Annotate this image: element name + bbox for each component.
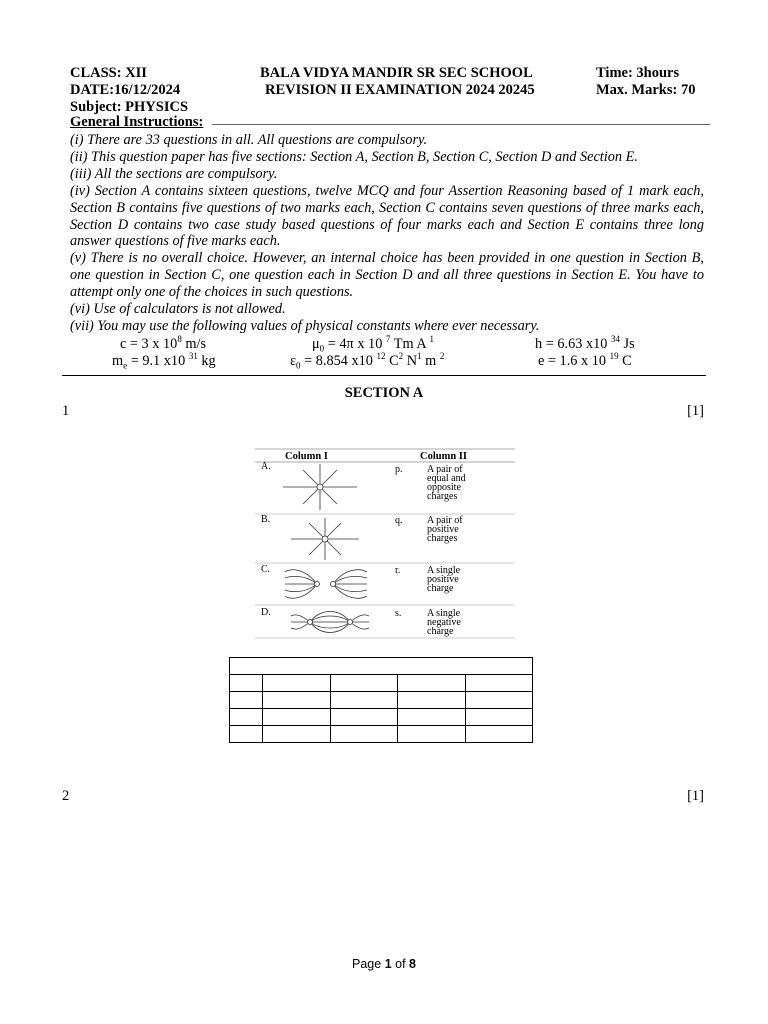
page-footer: Page 1 of 8 — [352, 957, 416, 971]
row-label: A. — [261, 461, 271, 472]
question-marks: [1] — [687, 403, 704, 419]
option-text-line: A pair of — [427, 464, 463, 475]
match-columns-figure — [255, 448, 515, 640]
row-label: B. — [261, 514, 271, 525]
constant-eps0: $\varepsilon_0 = 8.854$ x10 $^{12}$ $C^2$ $N^1$ m $^2$ — [290, 351, 445, 371]
field-lines-radial-out — [283, 464, 357, 510]
field-lines-dipole — [291, 612, 369, 633]
row-label: D. — [261, 607, 271, 618]
option-text-line: equal and — [427, 473, 466, 484]
option-label: s. — [395, 608, 402, 619]
match-row-b — [261, 514, 463, 560]
option-text-line: opposite — [427, 482, 461, 493]
subject-label: Subject: PHYSICS — [70, 99, 189, 115]
question-number: 1 — [62, 403, 70, 419]
instruction-item: (vi) Use of calculators is not allowed. — [70, 301, 286, 318]
constant-h: h = 6.63 x10 $^{34}$ Js — [535, 334, 635, 352]
question-number: 2 — [62, 788, 70, 804]
option-text-line: charges — [427, 491, 458, 502]
constant-e: e = 1.6 x 10 $^{19}$ C — [538, 351, 632, 369]
constant-c: c = 3 x $10^8$ m/s — [120, 334, 207, 352]
school-name: BALA VIDYA MANDIR SR SEC SCHOOL — [260, 65, 533, 81]
option-text-line: A single — [427, 608, 461, 619]
time-label: Time: 3hours — [596, 65, 680, 81]
option-text-line: charges — [427, 533, 458, 544]
instruction-item: (i) There are 33 questions in all. All questions are compulsory. — [70, 132, 428, 148]
field-lines-like-charges — [285, 570, 367, 598]
option-text-line: positive — [427, 574, 459, 585]
instruction-item: (v) There is no overall choice. However, an internal choice has been provided in one question in Section B, one question in Section C, one question each in Section D and all three questions in Section E. You have to attempt only one of the choices in such questions. — [70, 250, 704, 301]
match-row-c — [261, 564, 461, 598]
date-label: DATE:16/12/2024 — [70, 82, 181, 98]
constant-mu0: $\mu_0 = 4\pi$ x 10 $^7$ Tm A $^1$ — [312, 334, 434, 354]
instructions-rule — [212, 124, 710, 125]
class-label: CLASS: XII — [70, 65, 147, 81]
instruction-item: (iv) Section A contains sixteen questions, twelve MCQ and four Assertion Reasoning based of 1 mark each, Section B contains five questions of two marks each, Section C contains seven questions of three marks each, Section D contains two case study based questions of four marks each and Section E contains three long answer questions of five marks each. — [70, 182, 704, 250]
option-label: q. — [395, 515, 403, 526]
section-title: SECTION A — [344, 385, 424, 401]
instruction-item: (ii) This question paper has five sections: Section A, Section B, Section C, Section D and Section E. — [70, 148, 638, 165]
option-label: r. — [395, 565, 401, 576]
row-label: C. — [261, 564, 271, 575]
option-label: p. — [395, 464, 403, 475]
question-marks: [1] — [687, 788, 704, 804]
column-2-header: Column II — [420, 451, 467, 462]
match-row-d — [261, 607, 461, 637]
option-text-line: negative — [427, 617, 461, 628]
instruction-item: (iii) All the sections are compulsory. — [70, 165, 278, 182]
constant-me: $m_e = 9.1$ x10 $^{31}$ kg — [112, 351, 216, 371]
column-1-header: Column I — [285, 451, 328, 462]
option-text-line: A single — [427, 565, 461, 576]
exam-title: REVISION II EXAMINATION 2024 20245 — [265, 82, 535, 98]
field-lines-radial-in — [291, 518, 359, 560]
option-text-line: positive — [427, 524, 459, 535]
divider — [62, 375, 706, 376]
max-marks-label: Max. Marks: 70 — [596, 82, 696, 98]
instructions-list — [70, 132, 704, 335]
answer-grid-header — [230, 658, 533, 675]
option-text-line: A pair of — [427, 515, 463, 526]
option-text-line: charge — [427, 626, 454, 637]
option-text-line: charge — [427, 583, 454, 594]
instructions-title: General Instructions: — [70, 114, 204, 130]
answer-grid — [229, 657, 533, 743]
instruction-item: (vii) You may use the following values of physical constants where ever necessary. — [70, 317, 540, 334]
match-row-a — [261, 461, 466, 510]
